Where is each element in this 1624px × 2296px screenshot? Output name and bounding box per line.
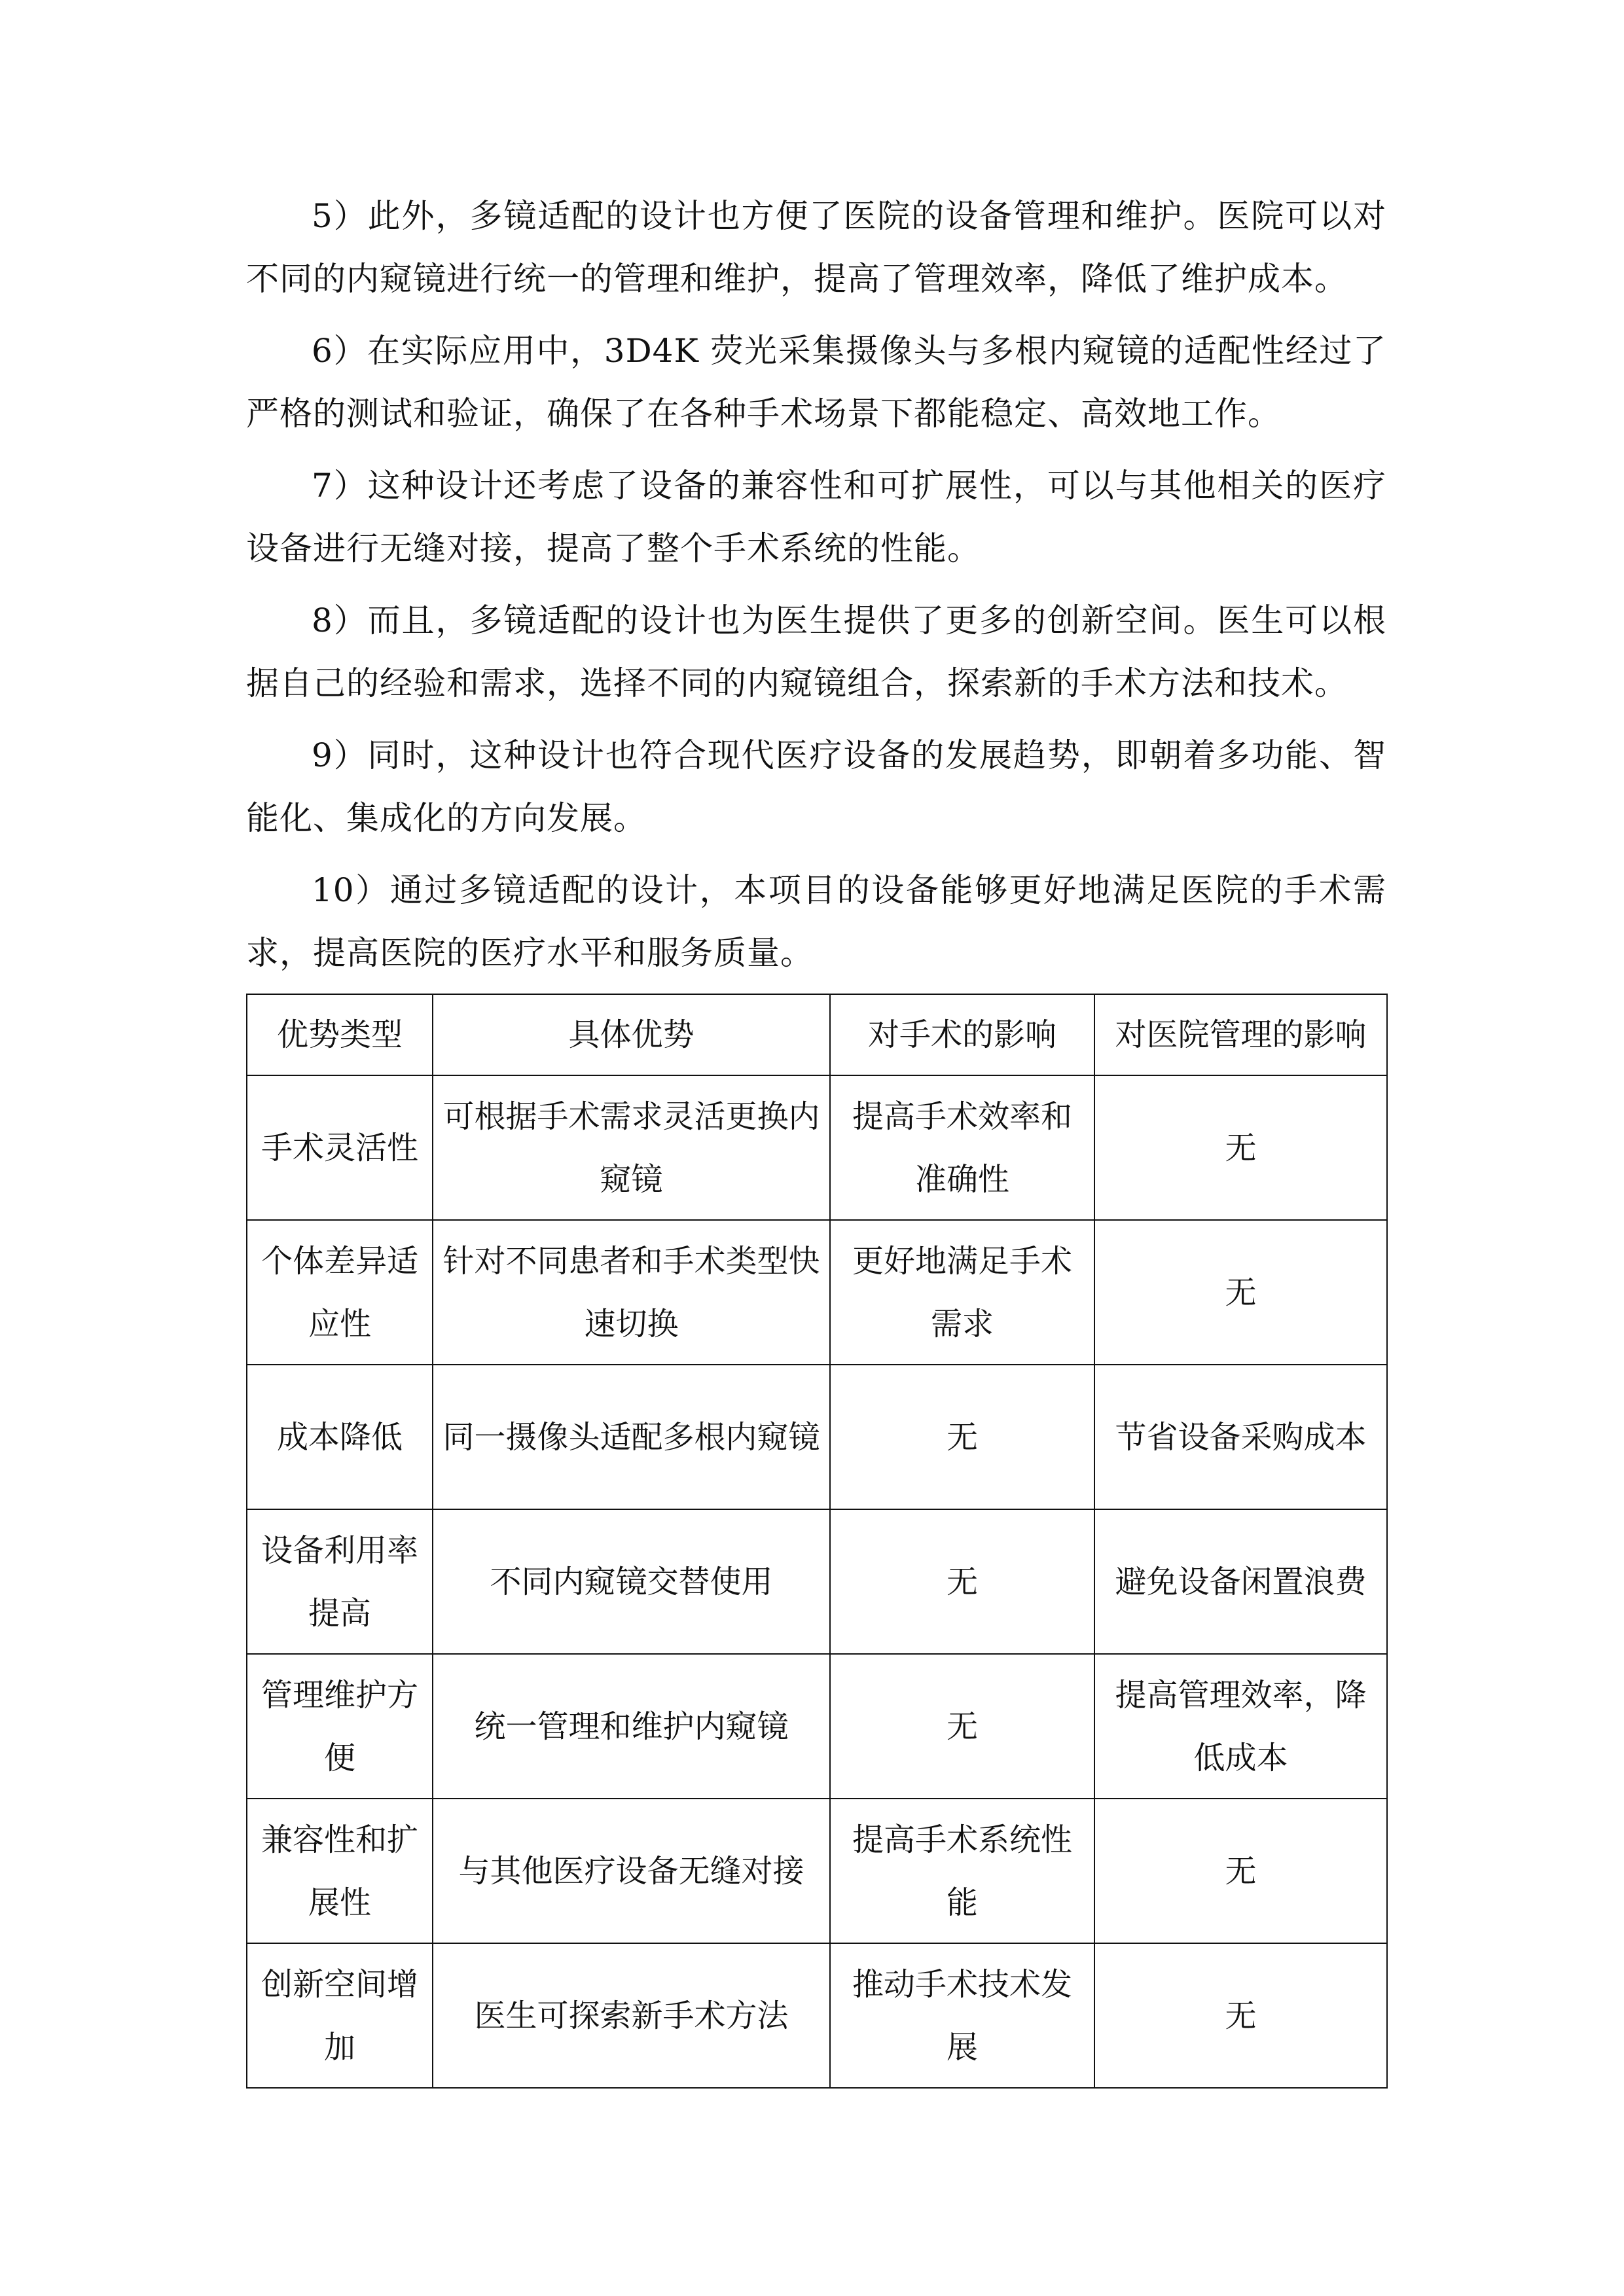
table-cell: 无 <box>830 1509 1094 1654</box>
table-cell: 创新空间增加 <box>247 1943 433 2088</box>
table-cell: 医生可探索新手术方法 <box>433 1943 830 2088</box>
table-cell: 同一摄像头适配多根内窥镜 <box>433 1365 830 1509</box>
table-cell: 管理维护方便 <box>247 1654 433 1799</box>
table-row <box>247 1075 1387 1220</box>
document-body <box>246 185 1386 2089</box>
paragraph-6: 6）在实际应用中，3D4K 荧光采集摄像头与多根内窥镜的适配性经过了严格的测试和验证，确保了在各种手术场景下都能稳定、高效地工作。 <box>246 332 1386 433</box>
table-cell: 不同内窥镜交替使用 <box>433 1509 830 1654</box>
table-cell: 成本降低 <box>247 1365 433 1509</box>
table-header-row <box>247 994 1387 1075</box>
table-row <box>247 1654 1387 1799</box>
table-row <box>247 1365 1387 1509</box>
paragraph-7: 7）这种设计还考虑了设备的兼容性和可扩展性，可以与其他相关的医疗设备进行无缝对接，提高了整个手术系统的性能。 <box>246 467 1386 567</box>
table-cell: 可根据手术需求灵活更换内窥镜 <box>433 1075 830 1220</box>
paragraph-5: 5）此外，多镜适配的设计也方便了医院的设备管理和维护。医院可以对不同的内窥镜进行统一的管理和维护，提高了管理效率，降低了维护成本。 <box>246 197 1386 298</box>
paragraph-8: 8）而且，多镜适配的设计也为医生提供了更多的创新空间。医生可以根据自己的经验和需求，选择不同的内窥镜组合，探索新的手术方法和技术。 <box>246 601 1386 702</box>
table-cell: 与其他医疗设备无缝对接 <box>433 1799 830 1943</box>
header-surgery-impact: 对手术的影响 <box>830 994 1094 1075</box>
table-cell: 无 <box>1094 1075 1387 1220</box>
table-cell: 推动手术技术发展 <box>830 1943 1094 2088</box>
table-cell: 避免设备闲置浪费 <box>1094 1509 1387 1654</box>
table-cell: 提高管理效率，降低成本 <box>1094 1654 1387 1799</box>
table-cell: 无 <box>1094 1943 1387 2088</box>
table-cell: 无 <box>1094 1799 1387 1943</box>
table-cell: 更好地满足手术需求 <box>830 1220 1094 1365</box>
table-cell: 提高手术系统性能 <box>830 1799 1094 1943</box>
paragraph-10: 10）通过多镜适配的设计，本项目的设备能够更好地满足医院的手术需求，提高医院的医疗水平和服务质量。 <box>246 871 1386 972</box>
paragraph-9: 9）同时，这种设计也符合现代医疗设备的发展趋势，即朝着多功能、智能化、集成化的方向发展。 <box>246 736 1386 837</box>
table-row <box>247 1509 1387 1654</box>
table-cell: 手术灵活性 <box>247 1075 433 1220</box>
table-cell: 统一管理和维护内窥镜 <box>433 1654 830 1799</box>
header-advantage: 具体优势 <box>433 994 830 1075</box>
table-cell: 兼容性和扩展性 <box>247 1799 433 1943</box>
table-cell: 无 <box>830 1654 1094 1799</box>
table-row <box>247 1943 1387 2088</box>
table-cell: 无 <box>1094 1220 1387 1365</box>
table-cell: 提高手术效率和准确性 <box>830 1075 1094 1220</box>
header-type: 优势类型 <box>247 994 433 1075</box>
advantages-table <box>246 994 1388 2089</box>
table-cell: 针对不同患者和手术类型快速切换 <box>433 1220 830 1365</box>
header-hospital-impact: 对医院管理的影响 <box>1094 994 1387 1075</box>
table-cell: 无 <box>830 1365 1094 1509</box>
table-cell: 节省设备采购成本 <box>1094 1365 1387 1509</box>
table-cell: 个体差异适应性 <box>247 1220 433 1365</box>
table-row <box>247 1799 1387 1943</box>
table-cell: 设备利用率提高 <box>247 1509 433 1654</box>
table-row <box>247 1220 1387 1365</box>
